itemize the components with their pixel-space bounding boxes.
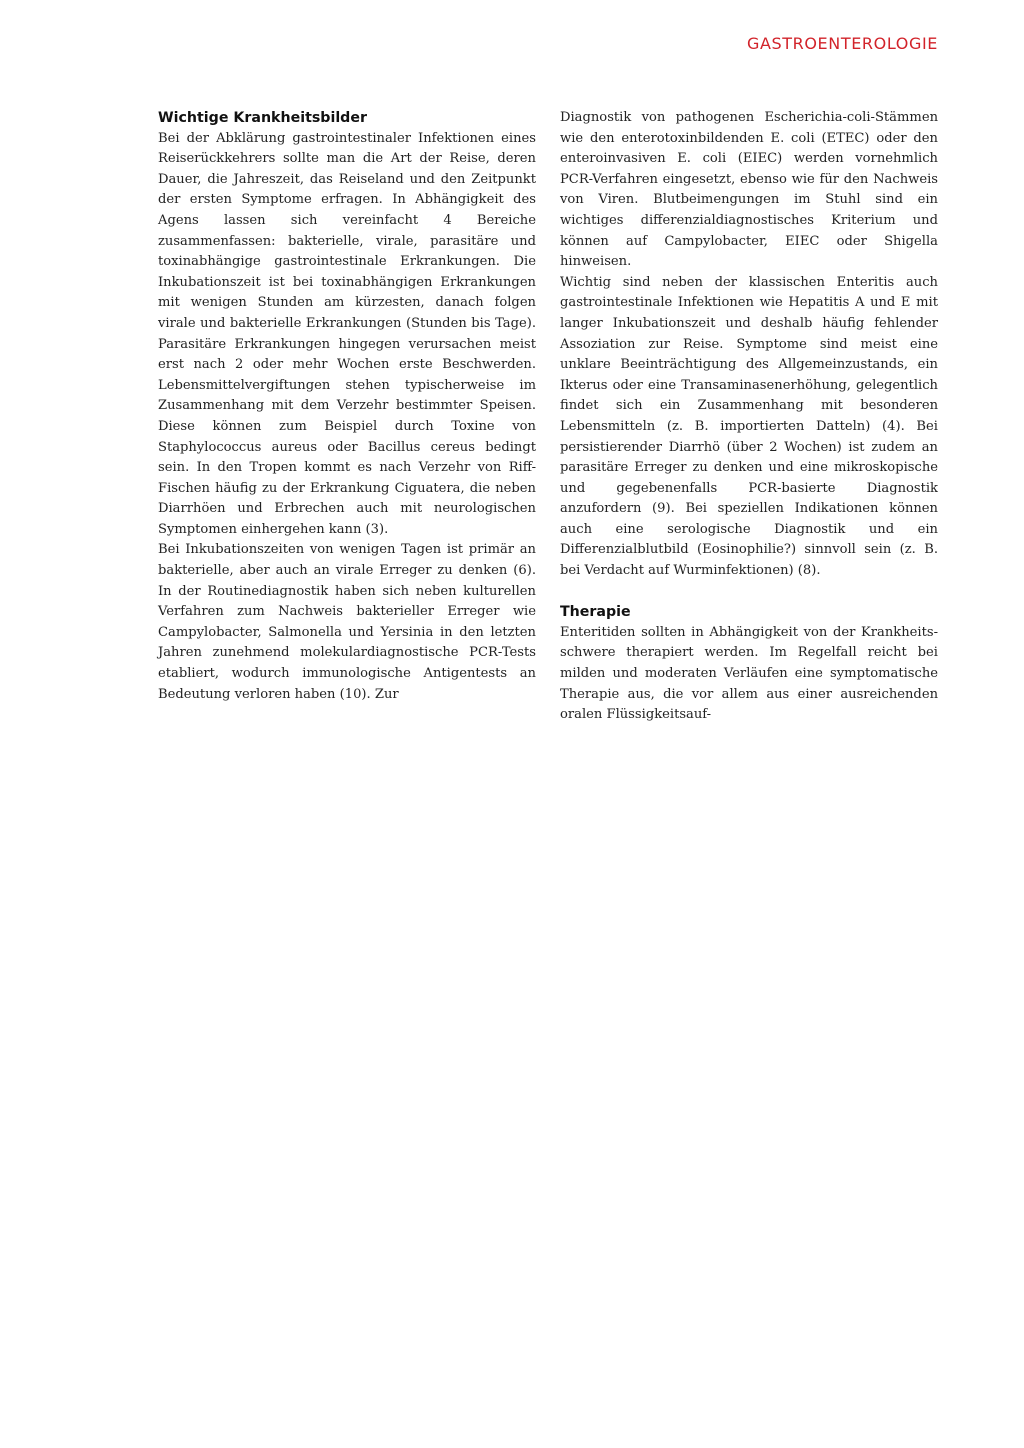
left-column [158,108,536,726]
paragraph: Bei Inkubationszeiten von wenigen Tagen ist primär an bakterielle, aber auch an virale Erreger zu denken (6). In der Routinediagnostik haben sich neben kulturellen Verfahren zum Nachweis bakterieller Erreger wie Campylobacter, Salmonella und Yersinia in den letzten Jahren zunehmend molekulardiagnostische PCR-Tests etabliert, wodurch immunologische Antigentests an Bedeutung verloren haben (10). Zur [158,542,536,702]
right-column [560,108,938,726]
heading-therapie: Therapie [560,604,631,621]
section-header: GASTROENTEROLOGIE [746,34,938,53]
heading-wichtige-krankheitsbilder: Wichtige Krankheitsbilder [158,110,367,126]
paragraph: Wichtig sind neben der klassischen Enteritis auch gastrointestinale Infektionen wie Hepatitis A und E mit langer Inkubationszeit und deshalb häufig fehlender Assoziation zur Reise. Symptome sind meist eine unklare Beeinträchtigung des Allgemeinzustands, ein Ikterus oder eine Transaminasenerhöhung, gelegentlich findet sich ein Zusammenhang mit besonderen Lebensmitteln (z. B. importierten Datteln) (4). Bei persistierender Diarrhö (über 2 Wochen) ist zudem an parasitäre Erreger zu denken und eine mikroskopische und gegebenenfalls PCR-basierte Diagnostik anzufordern (9). Bei speziellen Indikationen können auch eine serologische Diagnostik und ein Differenzialblutbild (Eosinophilie?) sinnvoll sein (z. B. bei Verdacht auf Wurminfektionen) (8). [560,274,938,579]
paragraph: Enteritiden sollten in Abhängigkeit von der Krankheitsschwere therapiert werden. Im Regelfall reicht bei milden und moderaten Verläufen eine symptomatische Therapie aus, die vor allem aus einer ausreichenden oralen Flüssigkeitsauf- [560,624,938,723]
paragraph: Bei der Abklärung gastrointestinaler Infektionen eines Reiserückkehrers sollte man die Art der Reise, deren Dauer, die Jahreszeit, das Reiseland und den Zeitpunkt der ersten Symptome erfragen. In Abhängigkeit des Agens lassen sich vereinfacht 4 Bereiche zusammenfassen: bakterielle, virale, parasitäre und toxinabhängige gastrointestinale Erkrankungen. Die Inkubationszeit ist bei toxinabhängigen Erkrankungen mit wenigen Stunden am kürzesten, danach folgen virale und bakterielle Erkrankungen (Stunden bis Tage). Parasitäre Erkrankungen hingegen verursachen meist erst nach 2 oder mehr Wochen erste Beschwerden. Lebensmittelvergiftungen stehen typischerweise im Zusammenhang mit dem Verzehr bestimmter Speisen. Diese können zum Beispiel durch Toxine von Staphylococcus aureus oder Bacillus cereus bedingt sein. In den Tropen kommt es nach Verzehr von Riff-Fischen häufig zu der Erkrankung Ciguatera, die neben Diarrhöen und Erbrechen auch mit neurologischen Symptomen einhergehen kann (3). [158,130,536,537]
article-body [158,108,938,726]
paragraph: Diagnostik von pathogenen Escherichia-coli-Stämmen wie den enterotoxinbildenden E. coli (ETEC) oder den enteroinvasiven E. coli (EIEC) werden vornehmlich PCR-Verfahren eingesetzt, ebenso wie für den Nachweis von Viren. Blutbeimengungen im Stuhl sind ein wichtiges differenzialdiagnostisches Kriterium und können auf Campylobacter, EIEC oder Shigella hinweisen. [560,110,938,270]
